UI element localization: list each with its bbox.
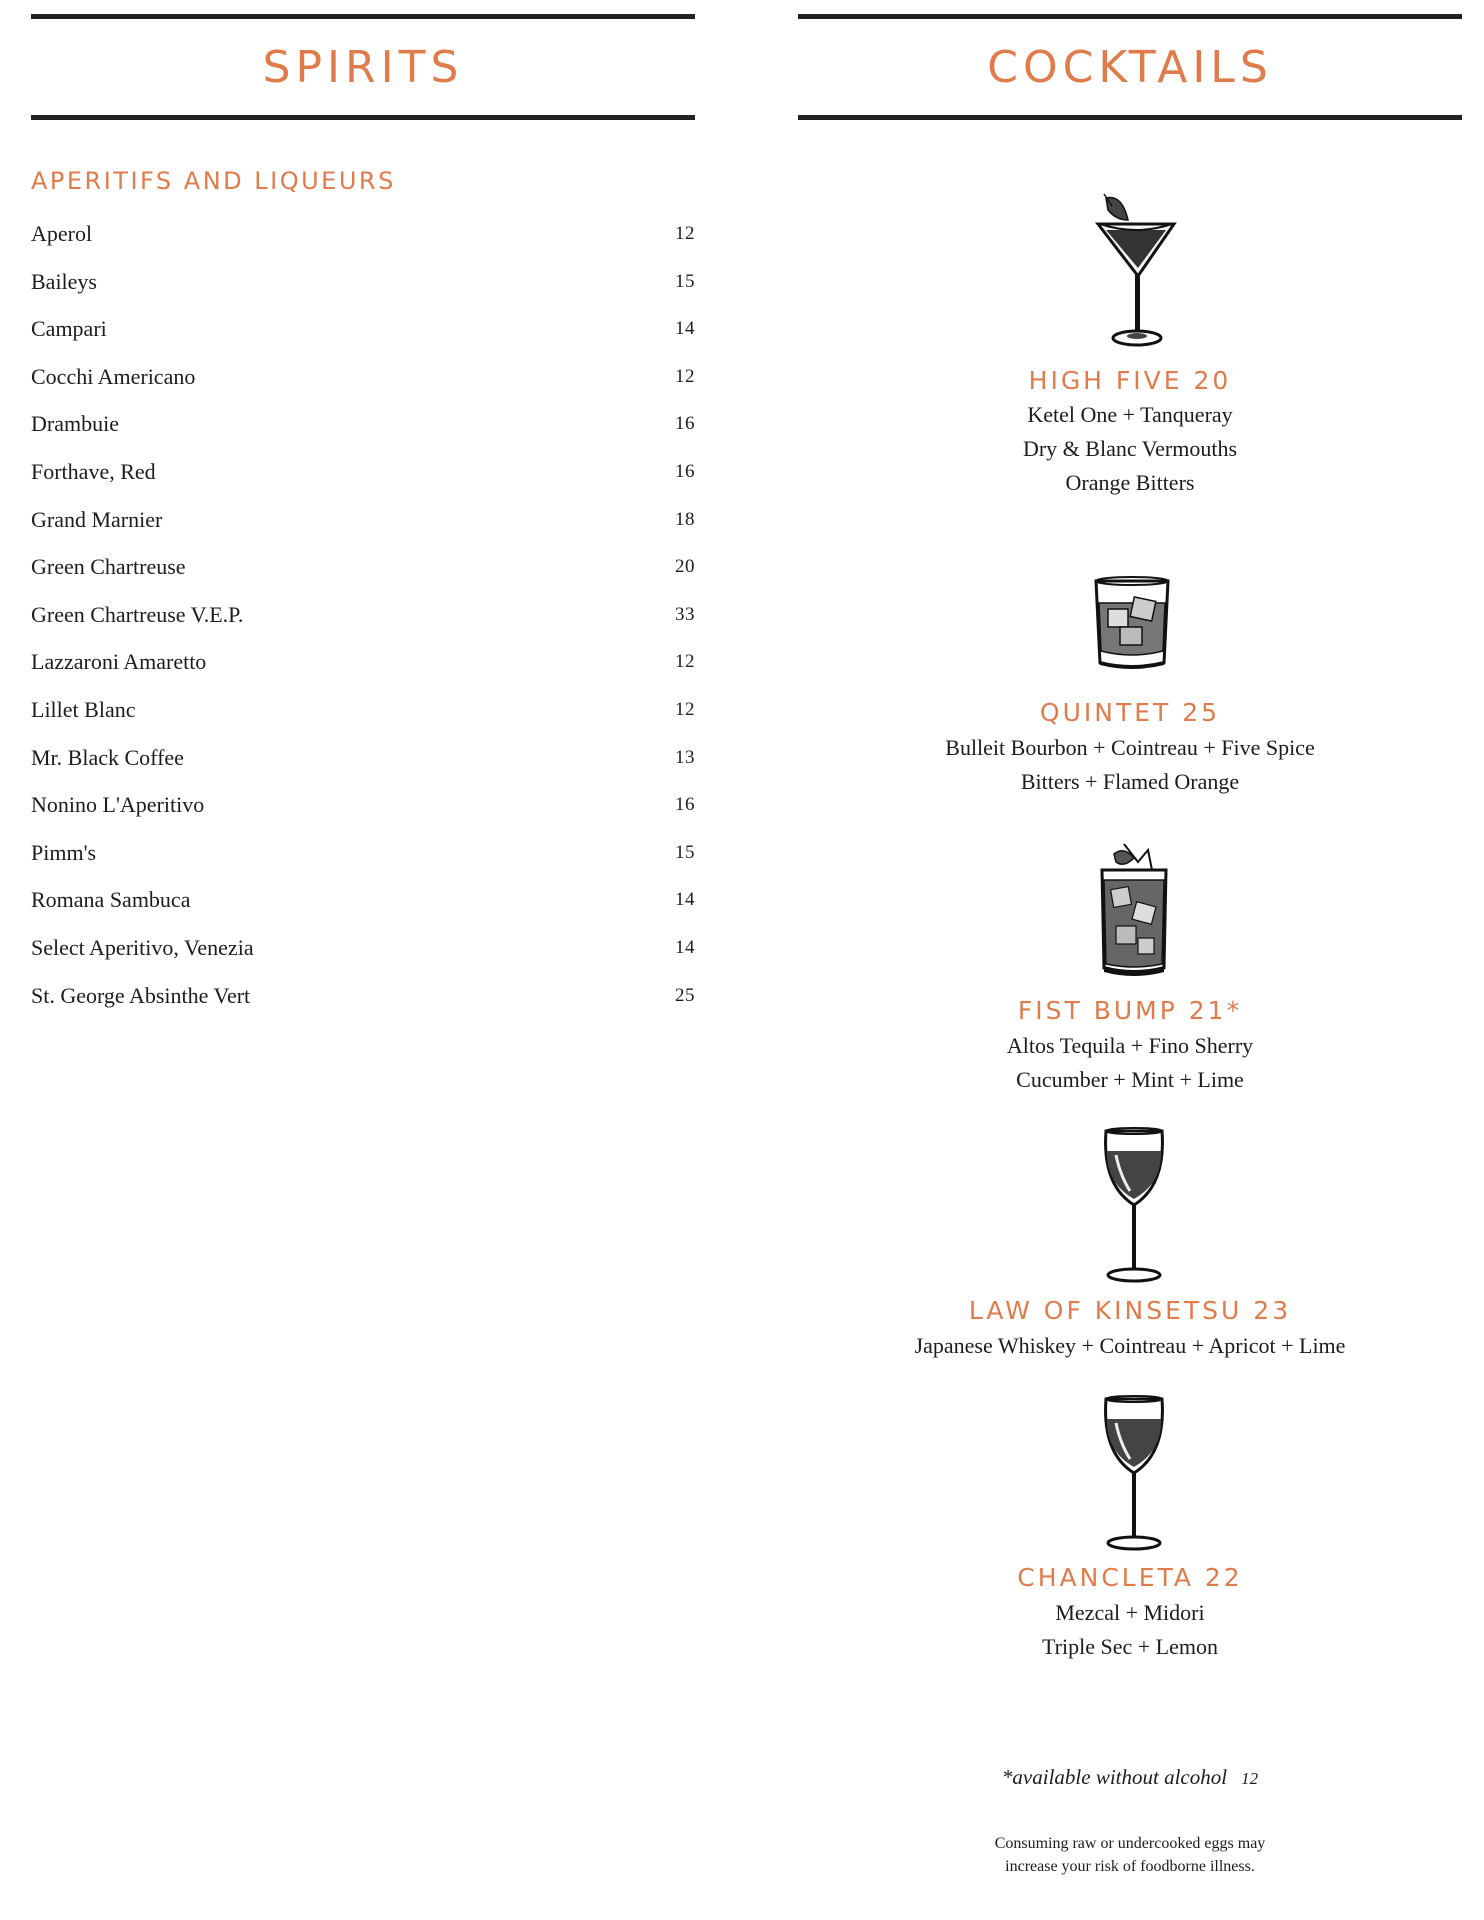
cocktail-ingredients: Bitters + Flamed Orange [1020, 769, 1240, 794]
cocktail-name: QUINTET 25 [1039, 698, 1221, 727]
cocktail-ingredients: Bulleit Bourbon + Cointreau + Five Spice [945, 735, 1315, 760]
spirits-bottom-rule [31, 115, 695, 120]
item-price: 12 [675, 651, 695, 673]
item-name: Select Aperitivo, Venezia [31, 934, 254, 960]
list-item [31, 740, 695, 788]
item-price: 12 [675, 223, 695, 244]
item-name: Forthave, Red [31, 458, 156, 484]
list-item [31, 692, 695, 740]
item-name: Drambuie [31, 411, 119, 437]
item-name: Campari [31, 316, 107, 342]
item-price: 25 [675, 984, 695, 1006]
non-alcoholic-note [798, 1765, 1462, 1790]
wine-glass-icon [1100, 1393, 1168, 1553]
item-name: Pimm's [31, 839, 97, 865]
item-price: 20 [675, 556, 695, 578]
cocktail-name: CHANCLETA 22 [1017, 1563, 1243, 1592]
cocktails-bottom-rule [798, 115, 1462, 120]
item-price: 13 [675, 746, 695, 768]
list-item [31, 406, 695, 454]
cocktail-ingredients: Mezcal + Midori [1055, 1600, 1205, 1625]
list-item [31, 216, 695, 264]
spirits-title: SPIRITS [262, 42, 464, 93]
health-warning: increase your risk of foodborne illness. [1005, 1858, 1255, 1875]
cocktails-top-rule [798, 14, 1462, 19]
martini-glass-icon [1094, 190, 1178, 350]
item-name: Mr. Black Coffee [31, 744, 184, 770]
item-price: 16 [675, 794, 695, 816]
list-item [31, 454, 695, 502]
note-text: *available without alcohol [1001, 1765, 1228, 1789]
list-item [31, 882, 695, 930]
item-price: 18 [675, 508, 695, 530]
list-item [31, 502, 695, 550]
cocktail-name: HIGH FIVE 20 [1028, 366, 1232, 395]
item-price: 14 [675, 936, 695, 958]
item-name: Lazzaroni Amaretto [31, 649, 207, 675]
list-item [31, 978, 695, 1026]
item-price: 16 [675, 413, 695, 435]
cocktail-name: FIST BUMP 21* [1017, 996, 1243, 1025]
list-item [31, 597, 695, 645]
item-price: 15 [675, 841, 695, 863]
item-name: Aperol [31, 221, 93, 246]
item-name: Grand Marnier [31, 506, 163, 532]
item-name: Romana Sambuca [31, 887, 191, 913]
cocktail-ingredients: Ketel One + Tanqueray [1027, 402, 1233, 427]
aperitifs-subhead: APERITIFS AND LIQUEURS [31, 167, 396, 195]
list-item [31, 264, 695, 312]
cocktail-ingredients: Dry & Blanc Vermouths [1022, 436, 1238, 461]
cocktail-ingredients: Altos Tequila + Fino Sherry [1006, 1033, 1254, 1058]
spirits-list [31, 216, 695, 1025]
wine-glass-icon [1100, 1125, 1168, 1285]
item-name: Green Chartreuse [31, 554, 186, 580]
cocktail-ingredients: Cucumber + Mint + Lime [1016, 1067, 1244, 1092]
highball-glass-icon [1094, 840, 1174, 980]
cocktail-ingredients: Orange Bitters [1065, 470, 1195, 495]
cocktail-ingredients: Japanese Whiskey + Cointreau + Apricot + Lime [914, 1333, 1346, 1358]
list-item [31, 644, 695, 692]
rocks-glass-icon [1090, 575, 1174, 673]
spirits-top-rule [31, 14, 695, 19]
item-price: 12 [675, 698, 695, 720]
item-name: Baileys [31, 268, 97, 294]
note-price: 12 [1241, 1769, 1259, 1788]
cocktails-title: COCKTAILS [987, 42, 1273, 93]
item-price: 14 [675, 318, 695, 340]
item-name: Nonino L'Aperitivo [31, 792, 205, 818]
list-item [31, 549, 695, 597]
list-item [31, 311, 695, 359]
list-item [31, 930, 695, 978]
item-price: 16 [675, 460, 695, 482]
item-name: St. George Absinthe Vert [31, 982, 251, 1008]
list-item [31, 787, 695, 835]
item-name: Green Chartreuse V.E.P. [31, 601, 244, 627]
item-price: 12 [675, 365, 695, 387]
health-warning: Consuming raw or undercooked eggs may [994, 1835, 1266, 1852]
item-name: Lillet Blanc [31, 696, 136, 722]
cocktail-ingredients: Triple Sec + Lemon [1042, 1634, 1218, 1659]
item-name: Cocchi Americano [31, 363, 196, 389]
item-price: 15 [675, 270, 695, 292]
list-item [31, 835, 695, 883]
cocktail-name: LAW OF KINSETSU 23 [968, 1296, 1292, 1325]
list-item [31, 359, 695, 407]
item-price: 33 [675, 603, 695, 625]
item-price: 14 [675, 889, 695, 911]
